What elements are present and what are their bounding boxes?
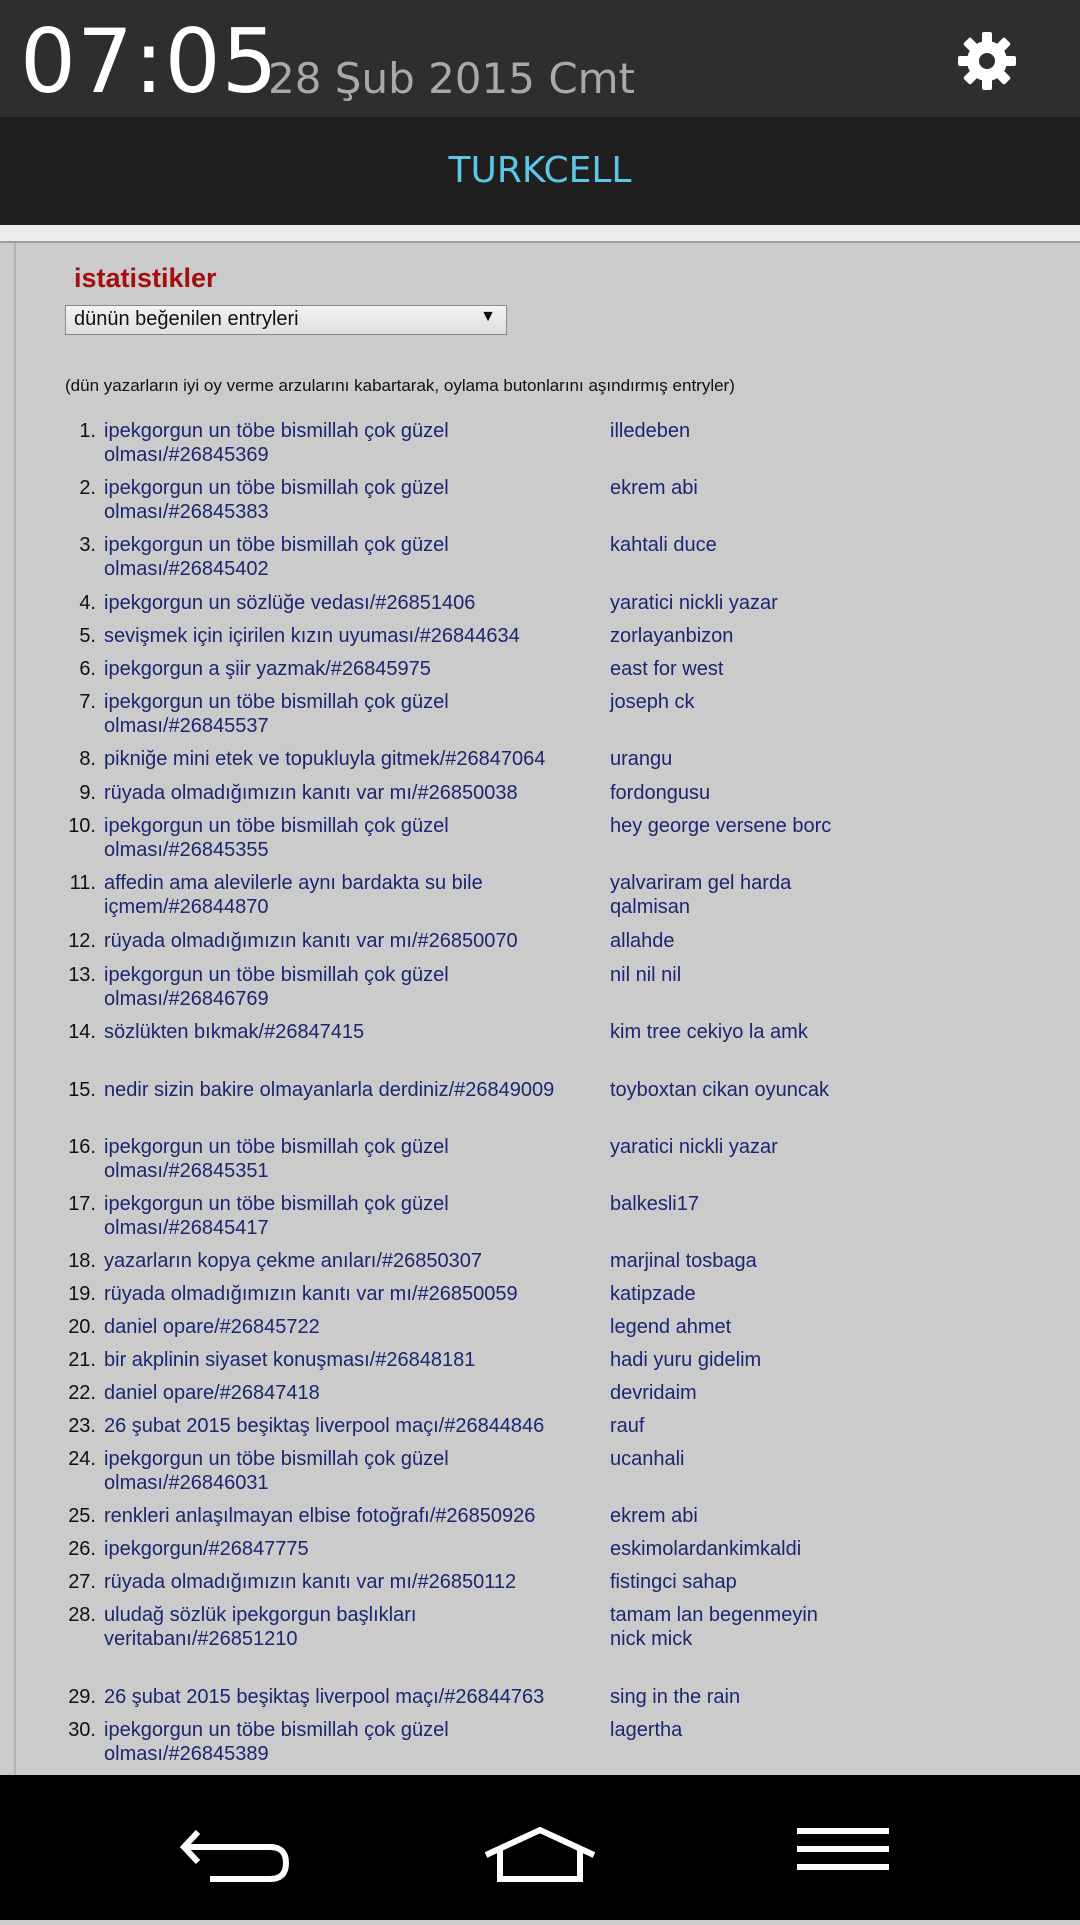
entry-row xyxy=(0,871,1080,929)
entry-author-link[interactable]: devridaim xyxy=(610,1382,697,1404)
entry-link[interactable]: ipekgorgun un töbe bismillah çok güzel olması/#26846769 xyxy=(104,964,449,1010)
entry-row xyxy=(0,624,1080,657)
entry-author-link[interactable]: sing in the rain xyxy=(610,1686,741,1708)
entry-link[interactable]: ipekgorgun un töbe bismillah çok güzel olması/#26845355 xyxy=(104,815,449,861)
entry-link[interactable]: ipekgorgun un töbe bismillah çok güzel olması/#26845537 xyxy=(104,691,449,737)
entry-number: 30. xyxy=(68,1719,96,1741)
entry-number: 21. xyxy=(68,1349,96,1371)
entry-author-link[interactable]: yaratici nickli yazar xyxy=(610,592,778,614)
entry-row xyxy=(0,1192,1080,1249)
back-icon xyxy=(148,1775,328,1920)
stats-select-value: dünün beğenilen entryleri xyxy=(74,308,299,330)
entry-number: 29. xyxy=(68,1686,96,1708)
entry-author-link[interactable]: illedeben xyxy=(610,420,691,442)
entry-number: 8. xyxy=(79,748,96,770)
entry-author-link[interactable]: kahtali duce xyxy=(610,534,717,556)
entry-row xyxy=(0,690,1080,747)
entry-number: 18. xyxy=(68,1250,96,1272)
entry-row xyxy=(0,1315,1080,1348)
entry-link[interactable]: 26 şubat 2015 beşiktaş liverpool maçı/#26844846 xyxy=(104,1415,545,1437)
entry-author-link[interactable]: lagertha xyxy=(610,1719,683,1741)
entry-number: 25. xyxy=(68,1505,96,1527)
entry-author-link[interactable]: tamam lan begenmeyin nick mick xyxy=(610,1604,818,1650)
home-button[interactable] xyxy=(450,1775,630,1920)
entry-link[interactable]: ipekgorgun un töbe bismillah çok güzel olması/#26846031 xyxy=(104,1448,449,1494)
entry-number: 22. xyxy=(68,1382,96,1404)
entry-author-link[interactable]: rauf xyxy=(610,1415,645,1437)
entry-link[interactable]: daniel opare/#26845722 xyxy=(104,1316,320,1338)
entry-link[interactable]: ipekgorgun un töbe bismillah çok güzel olması/#26845383 xyxy=(104,477,449,523)
back-button[interactable] xyxy=(148,1775,328,1920)
entry-row xyxy=(0,1078,1080,1135)
entry-link[interactable]: rüyada olmadığımızın kanıtı var mı/#26850059 xyxy=(104,1283,518,1305)
entry-link[interactable]: renkleri anlaşılmayan elbise fotoğrafı/#26850926 xyxy=(104,1505,536,1527)
entry-author-link[interactable]: hey george versene borc xyxy=(610,815,832,837)
entry-number: 6. xyxy=(79,658,96,680)
entry-author-link[interactable]: yalvariram gel harda qalmisan xyxy=(610,872,792,918)
entry-author-link[interactable]: east for west xyxy=(610,658,724,680)
entry-link[interactable]: rüyada olmadığımızın kanıtı var mı/#26850038 xyxy=(104,782,518,804)
entry-link[interactable]: sözlükten bıkmak/#26847415 xyxy=(104,1021,365,1043)
entry-author-link[interactable]: katipzade xyxy=(610,1283,696,1305)
entry-author-link[interactable]: ekrem abi xyxy=(610,1505,698,1527)
entry-list xyxy=(0,419,1080,1765)
entry-row xyxy=(0,1135,1080,1192)
entry-link[interactable]: bir akplinin siyaset konuşması/#26848181 xyxy=(104,1349,476,1371)
entry-link[interactable]: ipekgorgun un töbe bismillah çok güzel olması/#26845351 xyxy=(104,1136,449,1182)
entry-row xyxy=(0,1537,1080,1570)
entry-row xyxy=(0,1447,1080,1504)
entry-number: 5. xyxy=(79,625,96,647)
home-icon xyxy=(450,1775,630,1920)
entry-row xyxy=(0,747,1080,781)
entry-row xyxy=(0,781,1080,814)
entry-row xyxy=(0,1249,1080,1282)
entry-author-link[interactable]: toyboxtan cikan oyuncak xyxy=(610,1079,830,1101)
entry-author-link[interactable]: fordongusu xyxy=(610,782,711,804)
entry-link[interactable]: nedir sizin bakire olmayanlarla derdiniz/#26849009 xyxy=(104,1079,555,1101)
entry-author-link[interactable]: fistingci sahap xyxy=(610,1571,737,1593)
entry-number: 15. xyxy=(68,1079,96,1101)
entry-link[interactable]: ipekgorgun/#26847775 xyxy=(104,1538,309,1560)
entry-author-link[interactable]: marjinal tosbaga xyxy=(610,1250,757,1272)
entry-row xyxy=(0,657,1080,690)
entry-row xyxy=(0,1381,1080,1414)
entry-link[interactable]: pikniğe mini etek ve topukluyla gitmek/#26847064 xyxy=(104,748,546,770)
entry-link[interactable]: ipekgorgun un töbe bismillah çok güzel olması/#26845417 xyxy=(104,1193,449,1239)
entry-number: 16. xyxy=(68,1136,96,1158)
entry-number: 28. xyxy=(68,1604,96,1626)
entry-number: 20. xyxy=(68,1316,96,1338)
entry-row xyxy=(0,1685,1080,1718)
entry-author-link[interactable]: eskimolardankimkaldi xyxy=(610,1538,802,1560)
entry-link[interactable]: daniel opare/#26847418 xyxy=(104,1382,320,1404)
date: 28 Şub 2015 Cmt xyxy=(268,54,636,103)
entry-row xyxy=(0,1348,1080,1381)
entry-author-link[interactable]: joseph ck xyxy=(610,691,695,713)
entry-author-link[interactable]: ekrem abi xyxy=(610,477,698,499)
entry-row xyxy=(0,1414,1080,1447)
entry-number: 24. xyxy=(68,1448,96,1470)
entry-row xyxy=(0,591,1080,624)
entry-number: 13. xyxy=(68,964,96,986)
entry-number: 26. xyxy=(68,1538,96,1560)
page-top-divider xyxy=(0,225,1080,243)
entry-author-link[interactable]: yaratici nickli yazar xyxy=(610,1136,778,1158)
entry-author-link[interactable]: balkesli17 xyxy=(610,1193,699,1215)
entry-row xyxy=(0,1282,1080,1315)
carrier-name: TURKCELL xyxy=(448,150,632,191)
entry-number: 9. xyxy=(79,782,96,804)
entry-link[interactable]: affedin ama alevilerle aynı bardakta su bile içmem/#26844870 xyxy=(104,872,483,918)
description: (dün yazarların iyi oy verme arzularını kabartarak, oylama butonlarını aşındırmış entryler) xyxy=(65,376,735,395)
entry-row xyxy=(0,1504,1080,1537)
clock: 07:05 xyxy=(20,10,279,113)
entry-number: 23. xyxy=(68,1415,96,1437)
page-content[interactable] xyxy=(0,243,1080,1775)
menu-button[interactable] xyxy=(753,1775,933,1920)
entry-author-link[interactable]: hadi yuru gidelim xyxy=(610,1349,762,1371)
dropdown-arrow-icon: ▼ xyxy=(480,308,496,325)
entry-link[interactable]: rüyada olmadığımızın kanıtı var mı/#26850112 xyxy=(104,1571,517,1593)
entry-row xyxy=(0,419,1080,476)
entry-link[interactable]: uludağ sözlük ipekgorgun başlıkları veritabanı/#26851210 xyxy=(104,1604,417,1650)
status-bar xyxy=(0,0,1080,117)
entry-row xyxy=(0,1603,1080,1685)
entry-author-link[interactable]: ucanhali xyxy=(610,1448,685,1470)
entry-number: 2. xyxy=(79,477,96,499)
entry-row xyxy=(0,1020,1080,1078)
entry-link[interactable]: ipekgorgun un töbe bismillah çok güzel olması/#26845369 xyxy=(104,420,449,466)
entry-number: 19. xyxy=(68,1283,96,1305)
entry-number: 1. xyxy=(79,420,96,442)
entry-number: 17. xyxy=(68,1193,96,1215)
entry-row xyxy=(0,963,1080,1020)
entry-link[interactable]: 26 şubat 2015 beşiktaş liverpool maçı/#26844763 xyxy=(104,1686,545,1708)
entry-row xyxy=(0,533,1080,591)
entry-row xyxy=(0,814,1080,871)
entry-number: 12. xyxy=(68,930,96,952)
page-title: istatistikler xyxy=(74,263,217,293)
entry-link[interactable]: yazarların kopya çekme anıları/#26850307 xyxy=(104,1250,483,1272)
entry-row xyxy=(0,1718,1080,1765)
menu-icon xyxy=(753,1775,933,1920)
entry-link[interactable]: sevişmek için içirilen kızın uyuması/#26844634 xyxy=(104,625,520,647)
entry-number: 4. xyxy=(79,592,96,614)
entry-row xyxy=(0,476,1080,533)
entry-row xyxy=(0,1570,1080,1603)
entry-link[interactable]: ipekgorgun un töbe bismillah çok güzel olması/#26845389 xyxy=(104,1719,449,1765)
navigation-bar xyxy=(0,1775,1080,1920)
entry-number: 3. xyxy=(79,534,96,556)
entry-author-link[interactable]: urangu xyxy=(610,748,673,770)
entry-link[interactable]: rüyada olmadığımızın kanıtı var mı/#26850070 xyxy=(104,930,518,952)
carrier-bar xyxy=(0,117,1080,225)
entry-author-link[interactable]: nil nil nil xyxy=(610,964,682,986)
entry-link[interactable]: ipekgorgun un sözlüğe vedası/#26851406 xyxy=(104,592,476,614)
entry-number: 27. xyxy=(68,1571,96,1593)
entry-author-link[interactable]: allahde xyxy=(610,930,675,952)
entry-link[interactable]: ipekgorgun un töbe bismillah çok güzel olması/#26845402 xyxy=(104,534,449,580)
entry-number: 7. xyxy=(79,691,96,713)
entry-link[interactable]: ipekgorgun a şiir yazmak/#26845975 xyxy=(104,658,431,680)
entry-number: 11. xyxy=(69,872,96,894)
entry-number: 14. xyxy=(68,1021,96,1043)
gear-icon[interactable] xyxy=(956,30,1018,92)
entry-author-link[interactable]: zorlayanbizon xyxy=(610,625,734,647)
entry-author-link[interactable]: kim tree cekiyo la amk xyxy=(610,1021,808,1043)
entry-author-link[interactable]: legend ahmet xyxy=(610,1316,732,1338)
entry-number: 10. xyxy=(68,815,96,837)
stats-select[interactable] xyxy=(65,305,507,335)
entry-row xyxy=(0,929,1080,963)
